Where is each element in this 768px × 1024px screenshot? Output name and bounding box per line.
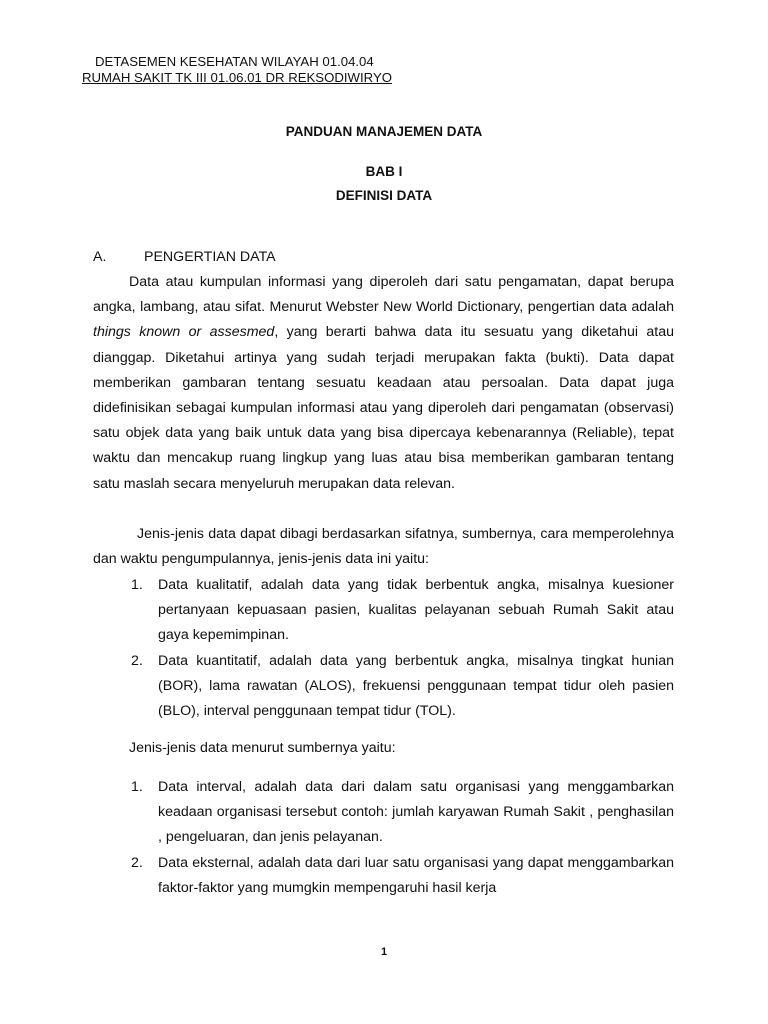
header-line-2: RUMAH SAKIT TK III 01.06.01 DR REKSODIWIRYO: [82, 70, 392, 85]
page-number: 1: [380, 946, 388, 958]
list-item-text: Data kualitatif, adalah data yang tidak berbentuk angka, misalnya kuesioner pertanyaan kepuasaan pasien, kualitas pelayanan sebuah Rumah Sakit atau gaya kepemimpinan.: [158, 577, 674, 644]
list-item: [131, 775, 674, 851]
list-item: [131, 573, 674, 649]
list-item: [131, 851, 674, 901]
list-item-number: 1.: [131, 577, 143, 593]
list-item: [131, 649, 674, 725]
list-item-number: 2.: [131, 854, 143, 871]
section-title: PENGERTIAN DATA: [144, 249, 276, 265]
subheading-data-by-source: Jenis-jenis data menurut sumbernya yaitu:: [129, 740, 396, 756]
paragraph-definition-italic: things known or assesmed: [93, 324, 275, 341]
section-heading: [93, 249, 276, 265]
list-item-text: Data eksternal, adalah data dari luar satu organisasi yang dapat menggambarkan faktor-faktor yang mumgkin mempengaruhi hasil kerja: [158, 854, 674, 896]
list-item-number: 1.: [131, 779, 143, 795]
list-item-number: 2.: [131, 652, 143, 669]
chapter-title: DEFINISI DATA: [335, 188, 433, 203]
section-number: A.: [93, 249, 107, 265]
list-data-by-nature: [131, 573, 674, 724]
chapter-label: BAB I: [365, 164, 403, 179]
list-item-text: Data kuantitatif, adalah data yang berbentuk angka, misalnya tingkat hunian (BOR), lama rawatan (ALOS), frekuensi penggunaan tempat tidur oleh pasien (BLO), interval penggunaan tempat tidur (TOL).: [158, 652, 674, 720]
paragraph-definition-part1: Data atau kumpulan informasi yang diperoleh dari satu pengamatan, dapat berupa angka, lambang, atau sifat. Menurut Webster New World Dictionary, pengertian data adalah: [93, 274, 674, 316]
header-line-1: DETASEMEN KESEHATAN WILAYAH 01.04.04: [95, 54, 374, 69]
list-item-text: Data interval, adalah data dari dalam satu organisasi yang menggambarkan keadaan organisasi tersebut contoh: jumlah karyawan Rumah Sakit , penghasilan , pengeluaran, dan jenis pelayanan.: [158, 779, 674, 846]
list-data-by-source: [131, 775, 674, 901]
paragraph-data-types: Jenis-jenis data dapat dibagi berdasarkan sifatnya, sumbernya, cara memperolehnya dan waktu pengumpulannya, jenis-jenis data ini yaitu:: [93, 526, 674, 568]
paragraph-definition-part2: , yang berarti bahwa data itu sesuatu yang diketahui atau dianggap. Diketahui artinya yang sudah terjadi merupakan fakta (bukti). Data dapat memberikan gambaran tentang sesuatu keadaan atau persoalan. Data dapat juga didefinisikan sebagai kumpulan informasi atau yang diperoleh dari pengamatan (observasi) satu objek data yang baik untuk data yang bisa dipercaya kebenarannya (Reliable), tepat waktu dan mencakup ruang lingkup yang luas atau bisa memberikan gambaran tentang satu maslah secara menyeluruh merupakan data relevan.: [93, 324, 674, 492]
paragraph-definition: [93, 270, 674, 497]
document-title: PANDUAN MANAJEMEN DATA: [285, 124, 483, 139]
